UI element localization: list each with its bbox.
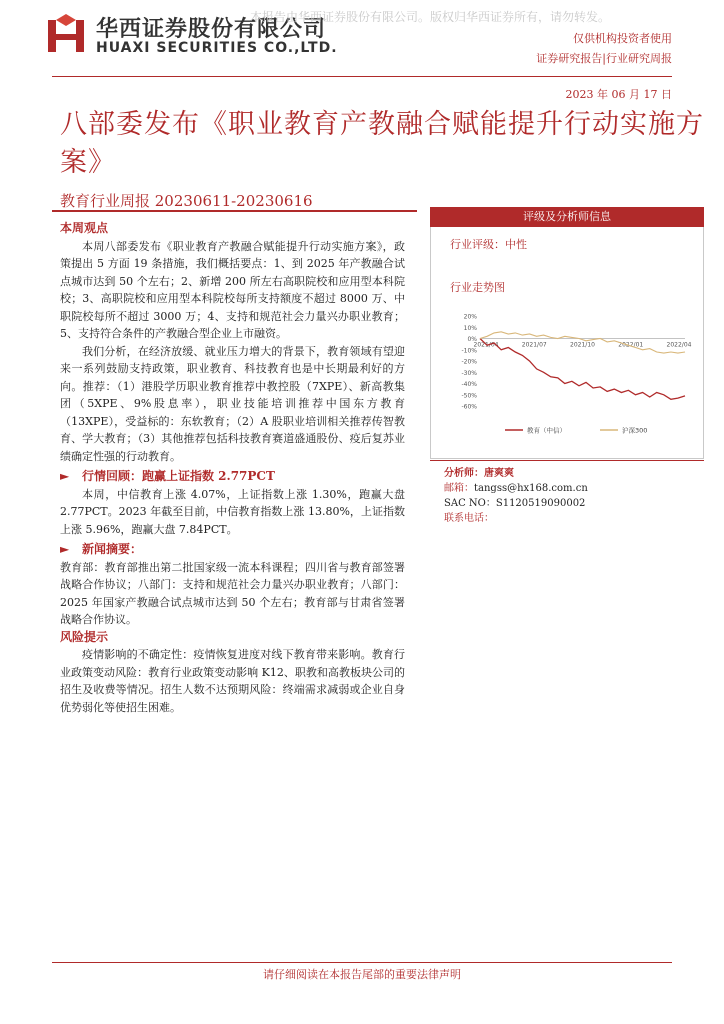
triangle-bullet-icon: ► — [60, 469, 70, 483]
report-date: 2023 年 06 月 17 日 — [565, 88, 672, 101]
industry-trend-chart — [450, 312, 700, 442]
x-tick-label: 2021/04 — [473, 341, 499, 349]
x-tick-label: 2021/07 — [521, 341, 547, 349]
company-name-en: HUAXI SECURITIES CO.,LTD. — [96, 40, 338, 56]
y-tick-label: -40% — [461, 381, 477, 388]
analyst-info: 分析师：唐爽爽 邮箱：tangss@hx168.com.cn SAC NO：S1120519090002 联系电话： — [444, 468, 588, 524]
phone-label: 联系电话： — [444, 513, 494, 524]
footer-divider — [52, 962, 672, 963]
audience-note: 仅供机构投资者使用 — [573, 32, 672, 45]
y-tick-label: -30% — [461, 369, 477, 377]
subtitle-divider — [52, 210, 417, 212]
analyst-name: 唐爽爽 — [484, 468, 514, 479]
report-subtitle: 教育行业周报 20230611-20230616 — [60, 192, 313, 210]
x-tick-label: 2022/01 — [618, 341, 644, 349]
section-heading-risk: 风险提示 — [60, 629, 109, 644]
legend-label: 沪深300 — [622, 426, 648, 435]
weekly-paragraph-2: 我们分析，在经济放缓、就业压力增大的背景下，教育领域有望迎来一系列鼓励支持政策，职业教育、科技教育也是中长期最利好的方向。推荐：（1）港股学历职业教育推荐中教控股（7XPE）、新高教集团（5XPE、9%股息率），职业技能培训推荐中国东方教育（13XPE），受益标的：东软教育；（2）A 股职业培训相关推荐传智教育、学大教育；（3）其他推荐包括科技教育赛道盛通股份、疫后复苏业绩确定性强的行动教育。 — [60, 344, 405, 463]
header-divider — [52, 76, 672, 77]
company-name-cn: 华西证券股份有限公司 — [96, 17, 327, 42]
y-tick-label: -60% — [461, 403, 477, 411]
industry-rating: 行业评级：中性 — [450, 238, 527, 251]
triangle-bullet-icon: ► — [60, 542, 70, 556]
news-paragraph: 教育部：教育部推出第二批国家级一流本科课程；四川省与教育部签署战略合作协议；八部门：支持和规范社会力量兴办职业教育；八部门：2025 年国家产教融合试点城市达到 50 个左右；教育部与甘肃省签署战略合作协议。 — [60, 560, 405, 626]
analyst-sac: S1120519090002 — [495, 498, 586, 509]
y-tick-label: -50% — [461, 392, 477, 400]
main-body — [60, 220, 405, 716]
y-tick-label: 10% — [463, 324, 477, 332]
y-tick-label: -10% — [461, 347, 477, 355]
watermark-text: 本报告由华西证券股份有限公司。版权归华西证券所有，请勿转发。 — [250, 10, 611, 24]
rating-panel-header: 评级及分析师信息 — [430, 207, 704, 227]
analyst-email: tangss@hx168.com.cn — [474, 483, 588, 494]
x-tick-label: 2021/10 — [570, 341, 595, 349]
y-tick-label: 0% — [467, 336, 477, 343]
trend-chart-title: 行业走势图 — [450, 281, 505, 294]
legend-label: 教育（中信） — [527, 426, 566, 435]
risk-paragraph: 疫情影响的不确定性：疫情恢复进度对线下教育带来影响。教育行业政策变动风险：教育行业政策变动影响 K12、职教和高教板块公司的招生及收费等情况。招生人数不达预期风险：终端需求减弱或企业自身优势弱化等使招生困难。 — [60, 648, 405, 714]
section-heading-weekly: 本周观点 — [60, 221, 109, 235]
y-tick-label: -20% — [461, 358, 477, 366]
huaxi-logo-icon — [46, 14, 86, 54]
section-heading-news: ► 新闻摘要： — [60, 541, 405, 559]
analyst-divider — [430, 460, 704, 461]
x-tick-label: 2022/04 — [666, 341, 692, 349]
footer-disclaimer: 请仔细阅读在本报告尾部的重要法律声明 — [263, 968, 461, 981]
y-tick-label: 20% — [463, 313, 477, 321]
report-type: 证券研究报告|行业研究周报 — [536, 52, 672, 65]
weekly-paragraph-1: 本周八部委发布《职业教育产教融合赋能提升行动实施方案》，政策提出 5 方面 19 条措施，我们概括要点：1、到 2025 年产教融合试点城市达到 50 个左右；2、新增 200 所左右高职院校和应用型本科院校；3、高职院校和应用型本科院校每所支持额度不超过 8000 万、中职院校每所不超过 3000 万；4、支持和规范社会力量兴办职业教育；5、支持符合条件的产教融合型企业上市融资。 — [60, 239, 405, 340]
market-paragraph: 本周，中信教育上涨 4.07%，上证指数上涨 1.30%，跑赢大盘 2.77PCT。2023 年截至目前，中信教育指数上涨 13.80%，上证指数上涨 5.96%，跑赢大盘 7.84PCT。 — [60, 487, 405, 536]
section-heading-market: ► 行情回顾：跑赢上证指数 2.77PCT — [60, 468, 405, 486]
report-title: 八部委发布《职业教育产教融合赋能提升行动实施方案》 — [60, 109, 704, 178]
